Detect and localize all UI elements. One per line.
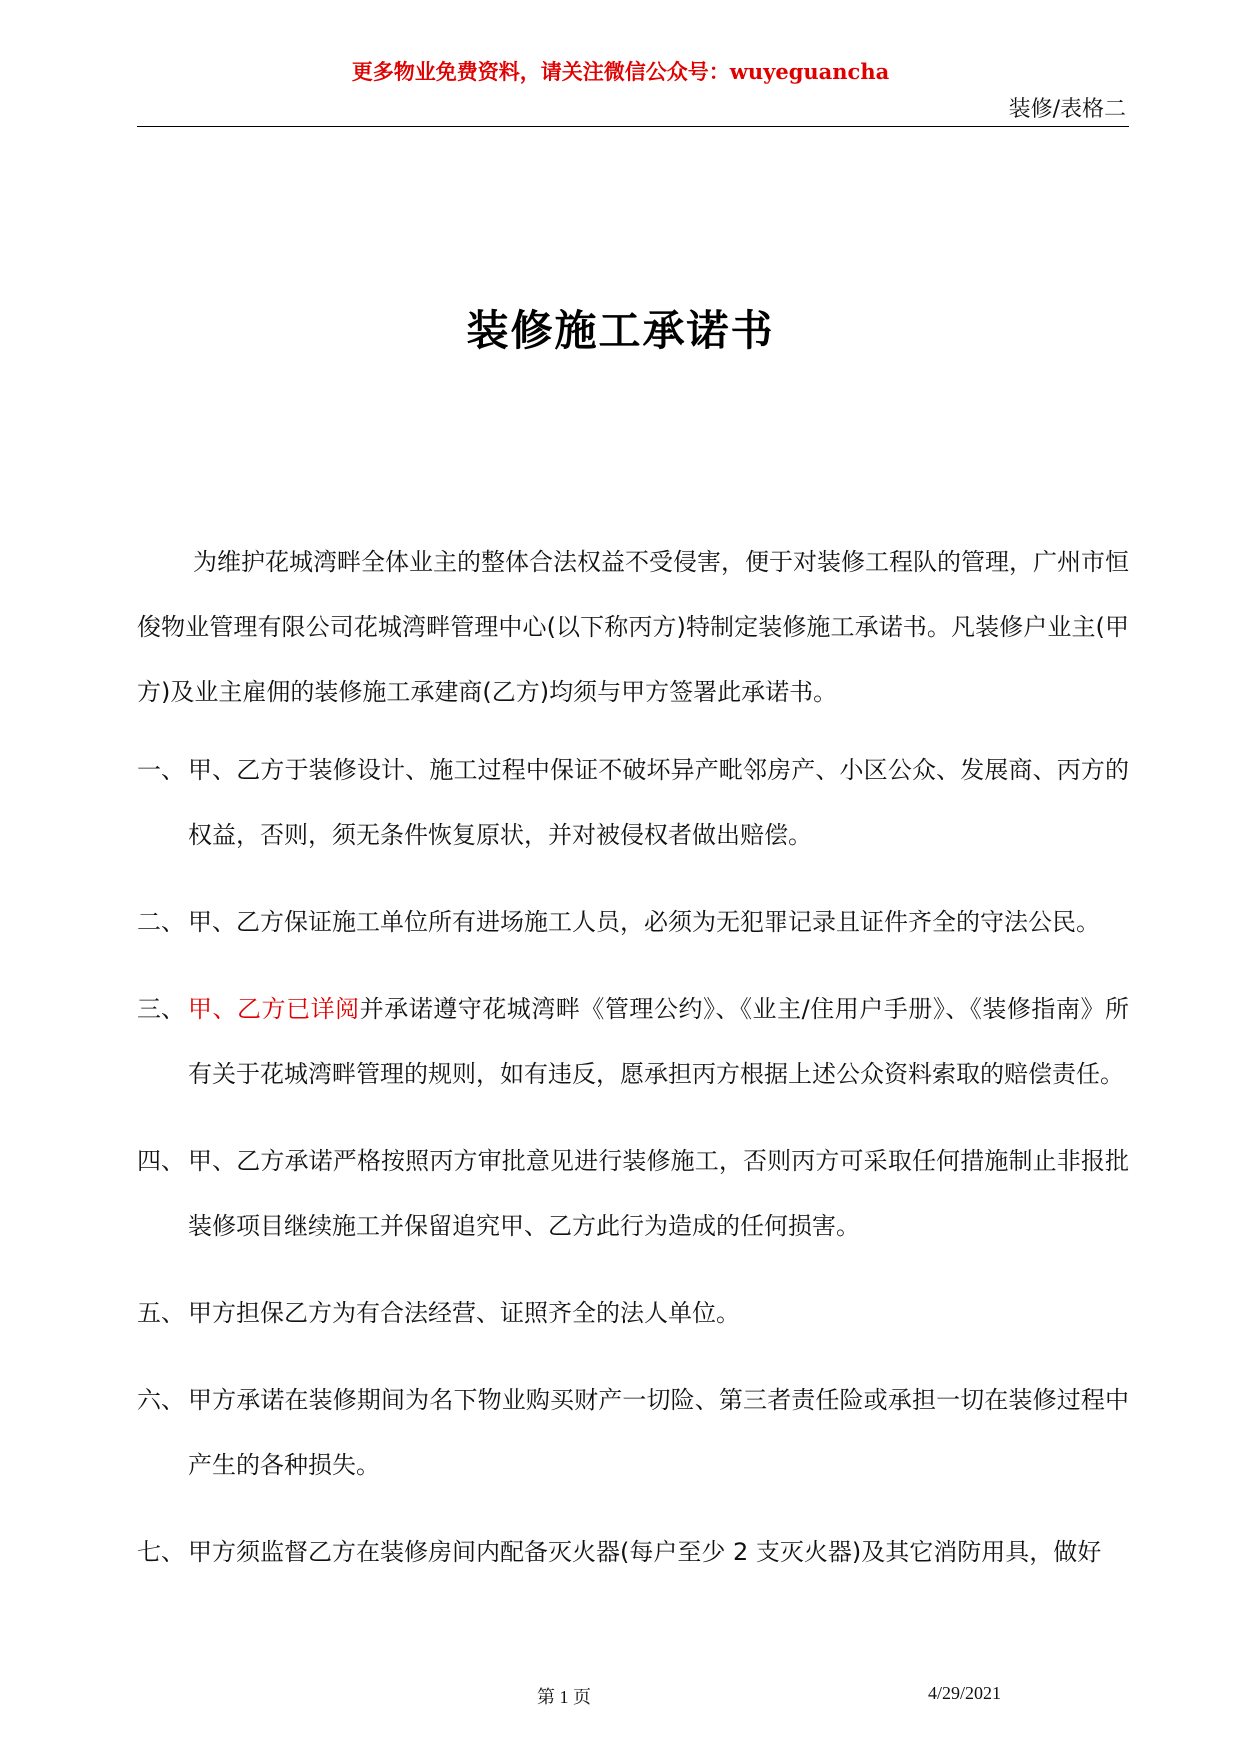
intro-paragraph: 为维护花城湾畔全体业主的整体合法权益不受侵害，便于对装修工程队的管理，广州市恒俊物业管理有限公司花城湾畔管理中心(以下称丙方)特制定装修施工承诺书。凡装修户业主(甲方)及业主雇佣的装修施工承建商(乙方)均须与甲方签署此承诺书。 (137, 548, 1129, 706)
clause-number: 一、 (137, 756, 185, 784)
clause-item (137, 1520, 1129, 1585)
clause-text: 甲方承诺在装修期间为名下物业购买财产一切险、第三者责任险或承担一切在装修过程中产生的各种损失。 (188, 1386, 1129, 1479)
clause-item (137, 1368, 1129, 1498)
clause-text: 并承诺遵守花城湾畔《管理公约》、《业主/住用户手册》、《装修指南》所有关于花城湾畔管理的规则，如有违反，愿承担丙方根据上述公众资料索取的赔偿责任。 (188, 995, 1130, 1088)
clause-item (137, 977, 1129, 1107)
promo-banner: 更多物业免费资料，请关注微信公众号：wuyeguancha (351, 59, 890, 84)
clause-number: 七、 (137, 1538, 185, 1566)
clause-item (137, 890, 1129, 955)
footer-date: 4/29/2021 (928, 1683, 1002, 1703)
document-code: 装修/表格二 (1008, 97, 1126, 122)
clause-highlight: 甲、乙方已详阅 (188, 995, 360, 1023)
clause-number: 三、 (137, 995, 185, 1023)
clause-item (137, 1281, 1129, 1346)
clause-list (137, 738, 1129, 1607)
clause-number: 四、 (137, 1147, 185, 1175)
clause-number: 六、 (137, 1386, 185, 1414)
clause-text: 甲、乙方承诺严格按照丙方审批意见进行装修施工，否则丙方可采取任何措施制止非报批装修项目继续施工并保留追究甲、乙方此行为造成的任何损害。 (188, 1147, 1129, 1240)
clause-text: 甲、乙方保证施工单位所有进场施工人员，必须为无犯罪记录且证件齐全的守法公民。 (188, 908, 1100, 936)
clause-number: 二、 (137, 908, 185, 936)
clause-number: 五、 (137, 1299, 185, 1327)
clause-text: 甲、乙方于装修设计、施工过程中保证不破坏异产毗邻房产、小区公众、发展商、丙方的权益，否则，须无条件恢复原状，并对被侵权者做出赔偿。 (188, 756, 1129, 849)
document-title: 装修施工承诺书 (466, 306, 775, 355)
clause-text: 甲方须监督乙方在装修房间内配备灭火器(每户至少 2 支灭火器)及其它消防用具，做好 (188, 1538, 1102, 1566)
clause-item (137, 1129, 1129, 1259)
clause-text: 甲方担保乙方为有合法经营、证照齐全的法人单位。 (188, 1299, 740, 1327)
page-number: 第 1 页 (537, 1687, 591, 1707)
clause-item (137, 738, 1129, 868)
header-rule (137, 126, 1129, 127)
